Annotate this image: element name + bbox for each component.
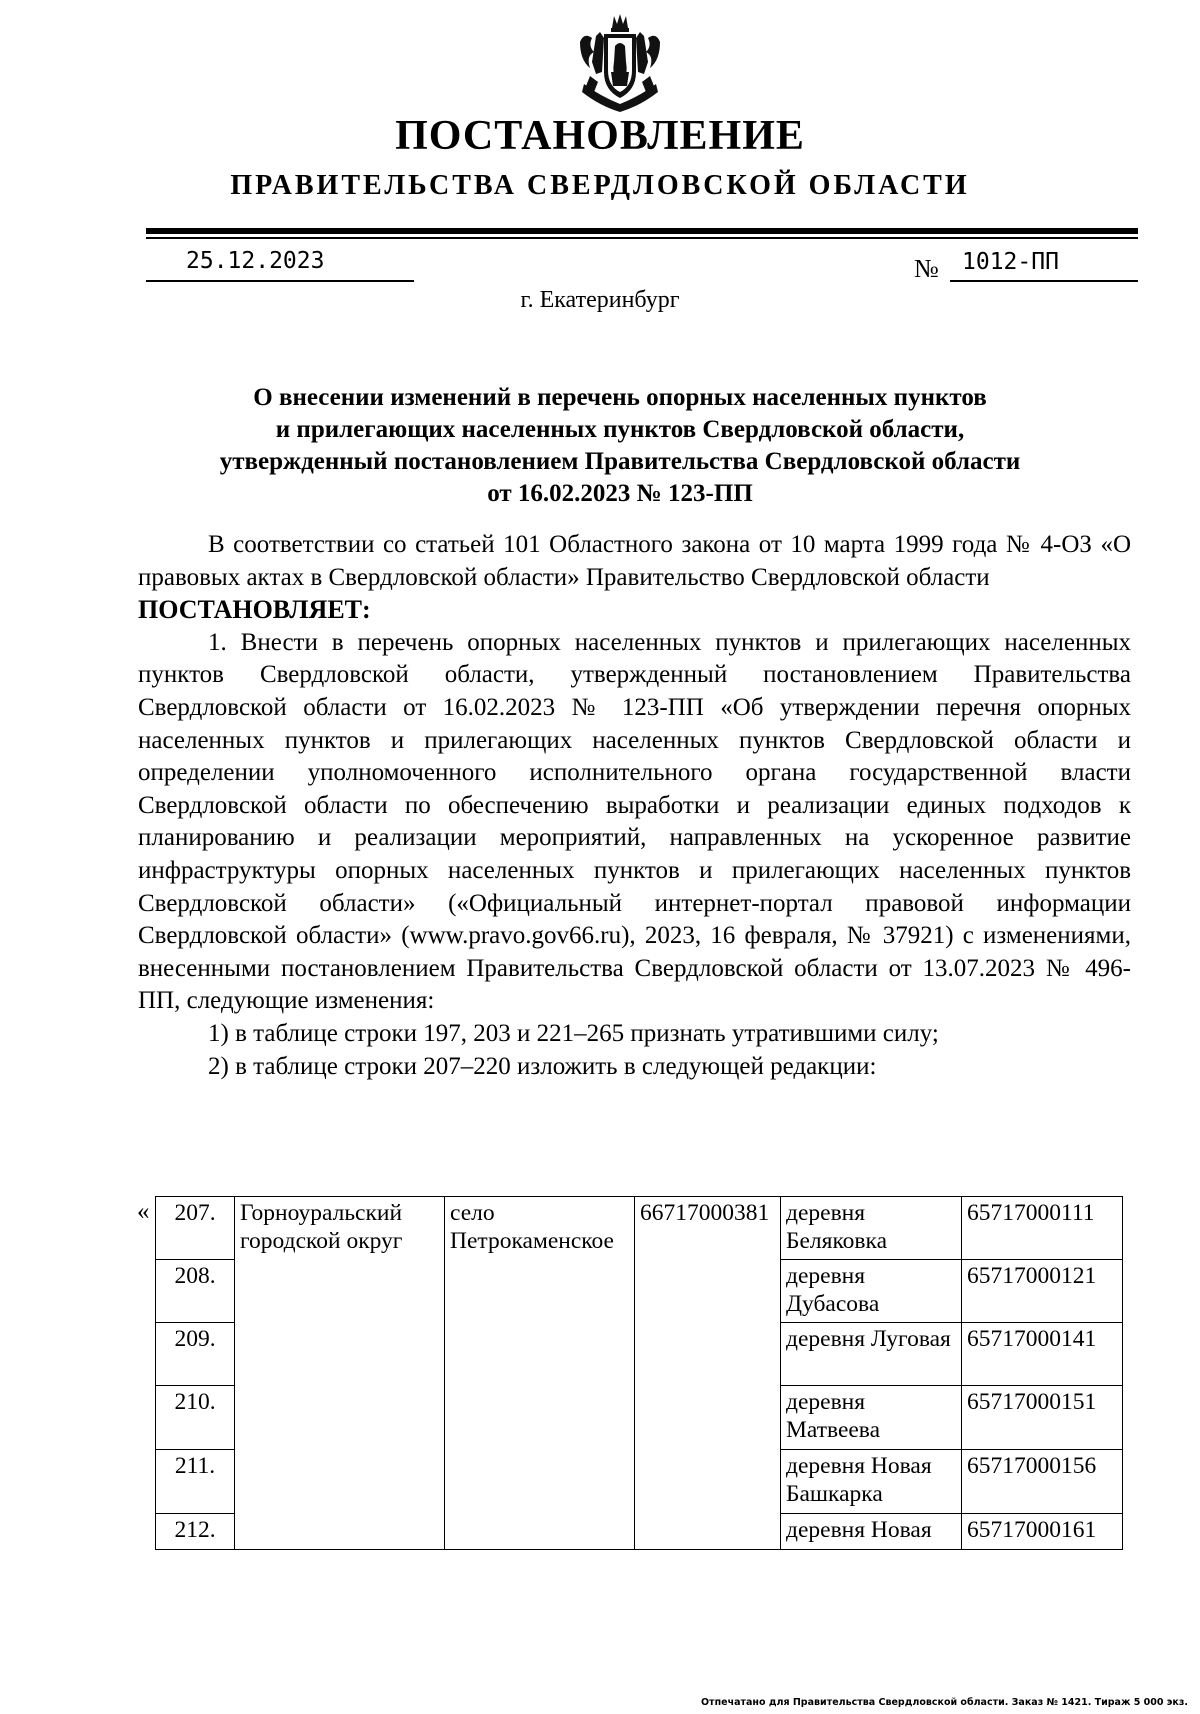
row-number: 208. xyxy=(156,1260,235,1323)
adjacent-code-cell: 65717000121 xyxy=(962,1260,1123,1323)
postanovlyaet-label: ПОСТАНОВЛЯЕТ: xyxy=(138,595,371,625)
item-1-paragraph: 1. Внести в перечень опорных населенных пунктов и прилегающих населенных пунктов Свердловской области, утвержденный постановлением Правительства Свердловской области от 16.02.2023 № 123-ПП «Об утверждении перечня опорных населенных пунктов и прилегающих населенных пунктов Свердловской области и определении уполномоченного исполнительного органа государственной власти Свердловской области по обеспечению выработки и реализации единых подходов к планированию и реализации мероприятий, направленных на ускоренное развитие инфраструктуры опорных населенных пунктов и прилегающих населенных пунктов Свердловской области» («Официальный интернет-портал правовой информации Свердловской области» (www.pravo.gov66.ru), 2023, 16 февраля, № 37921) с изменениями, внесенными постановлением Правительства Свердловской области от 13.07.2023 № 496-ПП, следующие изменения: xyxy=(138,628,1131,1015)
header-rule-thin xyxy=(146,237,1138,239)
adjacent-code-cell: 65717000156 xyxy=(962,1450,1123,1514)
header-rule-thick xyxy=(146,228,1138,234)
adjacent-code-cell: 65717000161 xyxy=(962,1514,1123,1550)
number-underline xyxy=(950,280,1138,282)
heading-line: и прилегающих населенных пунктов Свердловской области, xyxy=(275,416,965,443)
adjacent-settlement-cell: деревня Матвеева xyxy=(781,1386,962,1450)
issuer-title: ПРАВИТЕЛЬСТВА СВЕРДЛОВСКОЙ ОБЛАСТИ xyxy=(230,170,970,201)
adjacent-code-cell: 65717000111 xyxy=(962,1197,1123,1260)
row-number: 211. xyxy=(156,1450,235,1514)
table-open-quote: « xyxy=(137,1198,150,1225)
number-sign: № xyxy=(914,254,939,283)
preamble-paragraph: В соответствии со статьей 101 Областного закона от 10 марта 1999 года № 4-ОЗ «О правовых актах в Свердловской области» Правительство Свердловской области xyxy=(138,531,1131,591)
coat-of-arms-emblem xyxy=(570,12,670,114)
print-footer: Отпечатано для Правительства Свердловской области. Заказ № 1421. Тираж 5 000 экз. xyxy=(700,1697,1188,1708)
adjacent-code-cell: 65717000141 xyxy=(962,1323,1123,1386)
adjacent-code-cell: 65717000151 xyxy=(962,1386,1123,1450)
heading-line: О внесении изменений в перечень опорных населенных пунктов xyxy=(253,384,987,411)
support-settlement-cell: село Петрокаменское xyxy=(445,1197,635,1550)
heading-line: утвержденный постановлением Правительства Свердловской области xyxy=(219,448,1021,475)
row-number: 207. xyxy=(156,1197,235,1260)
document-date: 25.12.2023 xyxy=(186,248,325,274)
document-number: 1012-ПП xyxy=(962,249,1059,275)
row-number: 209. xyxy=(156,1323,235,1386)
row-number: 212. xyxy=(156,1514,235,1550)
document-heading xyxy=(140,382,1100,510)
heading-line: от 16.02.2023 № 123-ПП xyxy=(487,480,753,507)
row-number: 210. xyxy=(156,1386,235,1450)
subitem-2: 2) в таблице строки 207–220 изложить в следующей редакции: xyxy=(208,1052,877,1080)
adjacent-settlement-cell: деревня Новая xyxy=(781,1514,962,1550)
adjacent-settlement-cell: деревня Беляковка xyxy=(781,1197,962,1260)
subitem-1: 1) в таблице строки 197, 203 и 221–265 признать утратившими силу; xyxy=(208,1019,939,1047)
date-underline xyxy=(146,280,414,282)
support-code-cell: 66717000381 xyxy=(635,1197,781,1550)
settlements-table xyxy=(155,1196,1123,1550)
adjacent-settlement-cell: деревня Новая Башкарка xyxy=(781,1450,962,1514)
table-row xyxy=(156,1197,1123,1260)
document-type-title: ПОСТАНОВЛЕНИЕ xyxy=(395,113,805,159)
district-cell: Горноуральский городской округ xyxy=(235,1197,445,1550)
document-body xyxy=(138,529,1131,1083)
adjacent-settlement-cell: деревня Луговая xyxy=(781,1323,962,1386)
adjacent-settlement-cell: деревня Дубасова xyxy=(781,1260,962,1323)
city: г. Екатеринбург xyxy=(520,287,680,313)
